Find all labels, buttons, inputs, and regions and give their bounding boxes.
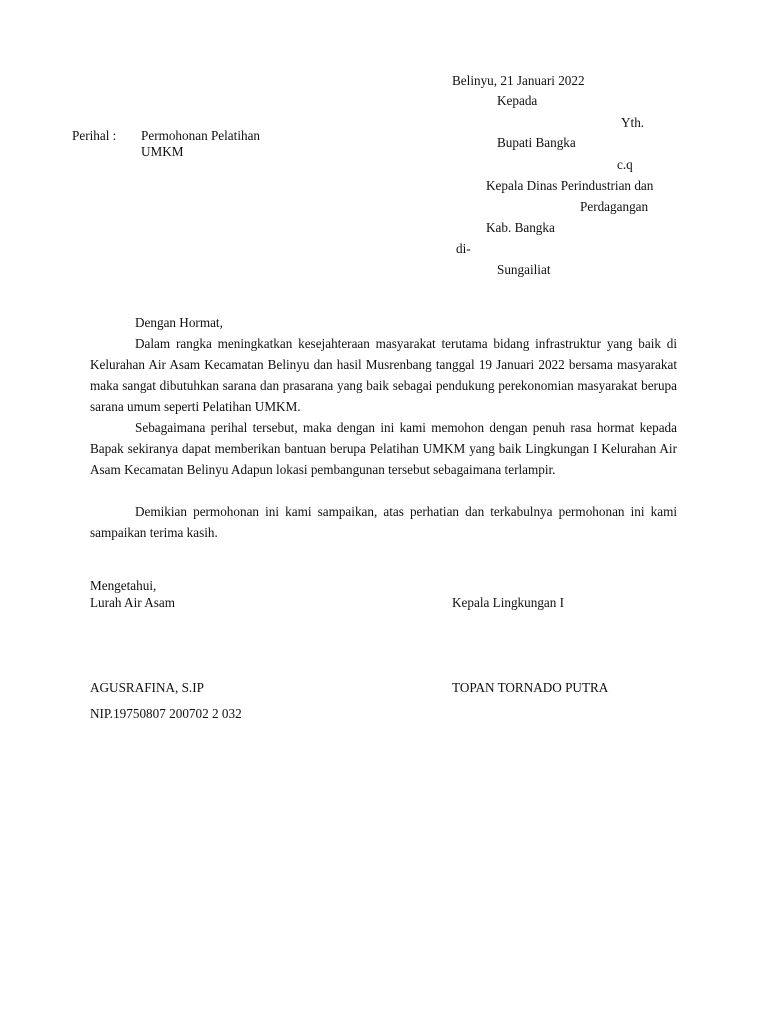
recipient-region: Kab. Bangka [486,220,555,235]
recipient-yth: Yth. [621,115,645,130]
recipient-di: di- [456,241,471,256]
recipient-city: Sungailiat [497,262,551,277]
place-date: Belinyu, 21 Januari 2022 [452,73,585,88]
recipient-cq: c.q [617,157,633,172]
paragraph-1 [90,333,677,417]
left-signatory-title: Lurah Air Asam [90,595,175,610]
paragraph-1-text: Dalam rangka meningkatkan kesejahteraan masyarakat terutama bidang infrastruktur yang baik di Kelurahan Air Asam Kecamatan Belinyu dan hasil Musrenbang tanggal 19 Januari 2022 bersama masyarakat maka sangat dibutuhkan sarana dan prasarana yang baik sebagai pendukung perekonomian masyarakat berupa sarana umum seperti Pelatihan UMKM. [90,336,677,414]
subject-line2: UMKM [141,144,184,159]
right-signatory-name: TOPAN TORNADO PUTRA [452,680,609,695]
paragraph-3-text: Demikian permohonan ini kami sampaikan, atas perhatian dan terkabulnya permohonan ini kami sampaikan terima kasih. [90,504,677,540]
recipient-office-line1: Kepala Dinas Perindustrian dan [486,178,654,193]
paragraph-2-text: Sebagaimana perihal tersebut, maka dengan ini kami memohon dengan penuh rasa hormat kepada Bapak sekiranya dapat memberikan bantuan berupa Pelatihan UMKM yang baik Lingkungan I Kelurahan Air Asam Kecamatan Belinyu Adapun lokasi pembangunan tersebut sebagaimana terlampir. [90,420,677,477]
left-signatory-name: AGUSRAFINA, S.IP [90,680,204,695]
recipient-kepada: Kepada [497,93,538,108]
recipient-name: Bupati Bangka [497,135,576,150]
left-signatory-nip: NIP.19750807 200702 2 032 [90,706,242,721]
acknowledged-label: Mengetahui, [90,578,157,593]
subject-line1: Permohonan Pelatihan [141,128,261,143]
paragraph-3 [90,501,677,543]
recipient-office-line2: Perdagangan [580,199,649,214]
right-signatory-title: Kepala Lingkungan I [452,595,565,610]
greeting: Dengan Hormat, [135,315,223,330]
paragraph-2 [90,417,677,480]
subject-label: Perihal : [72,128,117,143]
